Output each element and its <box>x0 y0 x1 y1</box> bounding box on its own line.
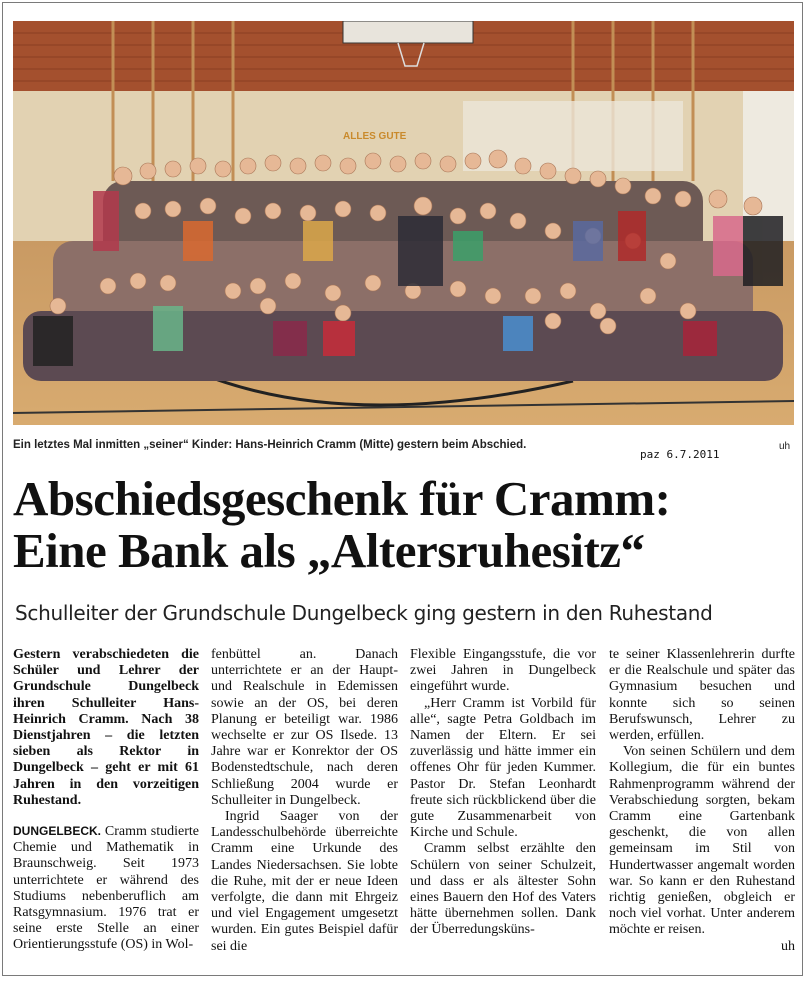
article-column-1 <box>13 647 199 954</box>
class-photo-image <box>13 21 794 425</box>
article-paragraph: „Herr Cramm ist Vorbild für alle“, sagte Petra Goldbach im Namen der Eltern. Er sei zuverlässig und hätte immer ein offenes Ohr für jeden Kummer. Pastor Dr. Stefan Leonhardt freute sich rückblickend über die gute Zusammenarbeit von Kirche und Schule. <box>410 695 596 841</box>
article-paragraph: fenbüttel an. Danach unterrichtete er an der Haupt- und Realschule in Edemissen sowie an der OS, bei deren Planung er beteiligt war. 1986 wechselte er zur OS Ilsede. 13 Jahre war er Konrektor der OS Bodenstedtschule, nach deren Schließung 2004 wurde er Schulleiter in Dungelbeck. <box>211 647 398 808</box>
class-photo <box>13 21 794 425</box>
article-paragraph: Von seinen Schülern und dem Kollegium, die für ein buntes Rahmenprogramm während der Verabschiedung sorgten, bekam Cramm eine Gartenbank geschenkt, die von allen gemeinsam im Stil von Hundertwasser angemalt worden war. So kann er den Ruhestand richtig genießen, obgleich er noch viel vorhat. Unter anderem möchte er reisen. <box>609 744 795 938</box>
subheadline: Schulleiter der Grundschule Dungelbeck ging gestern in den Ruhestand <box>15 601 713 625</box>
article-paragraph <box>13 823 199 954</box>
article-paragraph: Ingrid Saager von der Landesschulbehörde überreichte Cramm eine Urkunde des Landes Niedersachsen. Sie lobte die Ruhe, mit der er neue Ideen verfolgte, die dann mit Ehrgeiz und viel Engagement umgesetzt wurden. Ein gutes Beispiel dafür sei die <box>211 809 398 954</box>
author-signature: uh <box>781 938 795 954</box>
article-column-2 <box>211 647 398 955</box>
newspaper-clipping <box>2 2 803 976</box>
headline-line-1: Abschiedsgeschenk für Cramm: <box>13 471 671 526</box>
photo-caption: Ein letztes Mal inmitten „seiner“ Kinder: Hans-Heinrich Cramm (Mitte) gestern beim Abschied. <box>13 439 527 451</box>
article-column-3 <box>410 647 596 939</box>
article-paragraph: te seiner Klassenlehrerin durfte er die Realschule und später das Gymnasium besuchen und konnte sich so seinen Berufswunsch, Lehrer zu werden, erfüllen. <box>609 647 795 744</box>
dateline: DUNGELBECK. <box>13 824 102 839</box>
photo-credit: uh <box>779 441 791 452</box>
article-paragraph: Flexible Eingangsstufe, die vor zwei Jahren in Dungelbeck eingeführt wurde. <box>410 647 596 695</box>
article-paragraph: Cramm selbst erzählte den Schülern von seiner Schulzeit, und dass er als ältester Sohn eines Bauern den Hof des Vaters hätte übernehmen sollen. Dank der Überredungsküns- <box>410 841 596 938</box>
date-stamp: paz 6.7.2011 <box>640 448 720 461</box>
article-column-4 <box>609 647 795 955</box>
headline-line-2: Eine Bank als „Altersruhesitz“ <box>13 523 645 578</box>
banner-text: ALLES GUTE <box>343 131 407 142</box>
article-text: Cramm studierte Chemie und Mathematik in Braunschweig. Seit 1973 unterrichtete er während des Studiums nebenberuflich am Ratsgymnasium. 1976 trat er seine erste Stelle an einer Orientierungsstufe (OS) in Wol- <box>13 824 199 953</box>
article-lead: Gestern verabschiedeten die Schüler und Lehrer der Grundschule Dungelbeck ihren Schulleiter Hans-Heinrich Cramm. Nach 38 Dienstjahren – die letzten sieben als Rektor in Dungelbeck – geht er mit 61 Jahren in den vorzeitigen Ruhestand. <box>13 647 199 808</box>
headline <box>13 473 803 577</box>
